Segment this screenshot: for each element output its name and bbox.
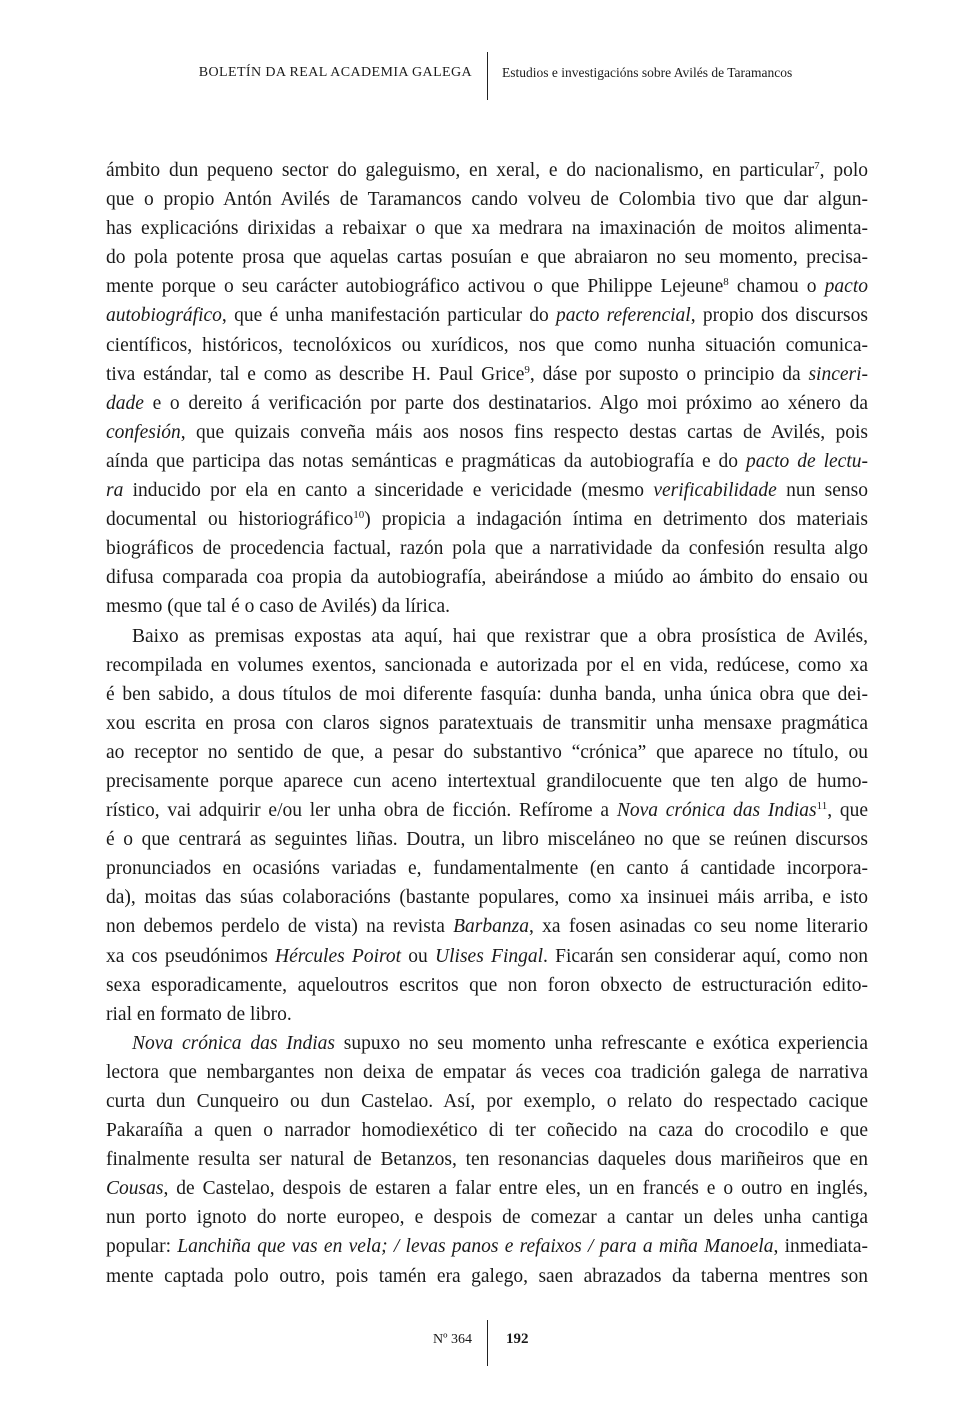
text-segment: ) propicia a indagación íntima en detrimento dos materiais	[364, 509, 868, 531]
text-segment: tiva estándar, tal e como as describe H. Paul Grice	[106, 363, 525, 385]
text-line	[106, 331, 868, 360]
text-segment: mente captada polo outro, pois tamén era galego, saen abrazados da taberna mentres son	[106, 1265, 868, 1287]
text-segment: recompilada en volumes exentos, sancionada e autorizada por el en vida, redúcese, como xa	[106, 654, 868, 676]
text-line	[106, 1145, 868, 1174]
footnote-ref: 10	[353, 509, 365, 522]
text-line	[106, 1029, 868, 1058]
footnote-ref: 7	[814, 160, 820, 172]
text-line	[106, 360, 868, 389]
running-footer	[0, 1320, 975, 1368]
italic-text: Nova crónica das Indias	[616, 800, 817, 822]
text-segment: , propio dos discursos	[690, 305, 868, 327]
text-segment: lectora que nembargantes non deixa de empatar ás veces coa tradición galega de narrativa	[106, 1061, 868, 1083]
italic-text: Cousas	[106, 1178, 164, 1200]
italic-text: pacto de lectu-	[745, 450, 868, 472]
text-segment: da), moitas das súas colaboracións (bastante populares, como xa insinuei máis arriba, e isto	[106, 887, 868, 909]
italic-text: pacto	[824, 276, 868, 298]
article-body	[106, 156, 868, 1291]
text-segment: has explicacións dirixidas a rebaixar o que xa medrara na imaxinación de moitos alimenta-	[106, 218, 868, 240]
text-segment: precisamente porque aparece cun aceno intertextual grandilocuente que ten algo de humo-	[106, 770, 868, 792]
italic-text: Lanchiña que vas en vela; / levas panos e refaixos / para a miña Manoela	[177, 1236, 774, 1258]
text-line	[106, 1058, 868, 1087]
italic-text: dade	[106, 392, 144, 414]
text-line	[106, 534, 868, 563]
text-segment: ao receptor no sentido de que, a pesar do substantivo “crónica” que aparece no título, ou	[106, 741, 868, 763]
text-line	[106, 942, 868, 971]
text-segment: curta dun Cunqueiro ou dun Castelao. Así, por exemplo, o relato do respectado cacique	[106, 1091, 868, 1112]
text-line	[106, 622, 868, 651]
text-segment: do pola potente prosa que aquelas cartas posuían e que abraiaron no seu momento, precisa-	[106, 247, 868, 269]
footnote-ref: 11	[816, 800, 828, 813]
text-line	[106, 767, 868, 796]
italic-text: ra	[106, 480, 124, 502]
text-segment: , dáse por suposto o principio da	[529, 363, 809, 385]
text-line	[106, 825, 868, 854]
text-line	[106, 1000, 868, 1029]
text-segment: , que	[827, 800, 868, 822]
running-header	[0, 52, 975, 100]
italic-text: Hércules Poirot	[275, 945, 402, 967]
text-line	[106, 243, 868, 272]
text-line	[106, 389, 868, 418]
text-line	[106, 563, 868, 592]
text-line	[106, 912, 868, 941]
text-line	[106, 418, 868, 447]
text-line	[106, 1116, 868, 1145]
text-segment: documental ou historiográfico	[106, 509, 354, 531]
text-line	[106, 651, 868, 680]
text-segment: , xa fosen asinadas co seu nome literario	[528, 916, 868, 938]
text-segment: , polo	[819, 160, 869, 181]
text-segment: científicos, históricos, tecnolóxicos ou xurídicos, nos que como nunha situación comunica-	[106, 334, 868, 356]
text-segment: Baixo as premisas expostas ata aquí, hai que rexistrar que a obra prosística de Avilés,	[132, 625, 868, 647]
text-segment: nun porto ignoto do norte europeo, e despois de comezar a cantar un deles unha cantiga	[106, 1207, 868, 1229]
text-segment: xa cos pseudónimos	[106, 945, 276, 967]
italic-text: verificabilidade	[653, 480, 777, 502]
text-line	[106, 272, 868, 301]
text-segment: ámbito dun pequeno sector do galeguismo, en xeral, e do nacionalismo, en particular	[106, 160, 815, 181]
text-segment: supuxo no seu momento unha refrescante e exótica experiencia	[335, 1032, 868, 1054]
text-line	[106, 1262, 868, 1291]
text-line	[106, 1232, 868, 1261]
text-segment: difusa comparada coa propia da autobiografía, abeirándose a miúdo ao ámbito do ensaio ou	[106, 567, 868, 589]
footnote-ref: 8	[723, 276, 729, 289]
text-line	[106, 680, 868, 709]
text-line	[106, 738, 868, 767]
text-segment: finalmente resulta ser natural de Betanzos, ten resonancias daqueles dous mariñeiros que en	[106, 1149, 868, 1171]
italic-text: sinceri-	[808, 363, 869, 385]
text-segment: , que quizais conveña máis aos nosos fins respecto destas cartas de Avilés, pois	[180, 421, 868, 443]
text-line	[106, 854, 868, 883]
text-line	[106, 592, 868, 621]
italic-text: confesión	[106, 421, 181, 443]
italic-text: pacto referencial	[556, 305, 691, 327]
text-segment: , inmediata-	[773, 1236, 868, 1258]
text-line	[106, 505, 868, 534]
text-line	[106, 185, 868, 214]
text-line	[106, 1174, 868, 1203]
text-segment: biográficos de procedencia factual, razón pola que a narratividade da confesión resulta algo	[106, 538, 868, 560]
text-segment: pronunciados en ocasións variadas e, fundamentalmente (en canto á cantidade incorpora-	[106, 858, 868, 880]
text-line	[106, 709, 868, 738]
journal-title: BOLETÍN DA REAL ACADEMIA GALEGA	[198, 65, 472, 80]
text-line	[106, 1203, 868, 1232]
text-segment: , que é unha manifestación particular do	[221, 305, 556, 327]
text-segment: , de Castelao, despois de estaren a falar entre eles, un en francés e o outro en inglés,	[163, 1178, 868, 1200]
text-segment: é o que centrará as seguintes liñas. Doutra, un libro misceláneo no que se reúnen discursos	[106, 829, 868, 851]
italic-text: autobiográfico	[106, 305, 222, 327]
text-segment: chamou o	[728, 276, 825, 298]
italic-text: Barbanza	[453, 916, 529, 938]
text-line	[106, 796, 868, 825]
footer-divider	[487, 1320, 488, 1366]
text-segment: Pakaraíña a quen o narrador homodiexético di ter coñecido na caza do crocodilo e que	[106, 1120, 868, 1142]
text-line	[106, 156, 868, 185]
text-segment: rial en formato de libro.	[106, 1003, 292, 1025]
text-line	[106, 301, 868, 330]
text-line	[106, 883, 868, 912]
text-segment: . Ficarán sen considerar aquí, como non	[543, 945, 869, 967]
page-number: 192	[506, 1331, 529, 1347]
text-line	[106, 476, 868, 505]
text-segment: popular:	[106, 1236, 178, 1258]
header-divider	[487, 52, 488, 100]
text-segment: rístico, vai adquirir e/ou ler unha obra de ficción. Refírome a	[106, 800, 617, 822]
italic-text: Ulises Fingal	[435, 945, 544, 967]
text-segment: mente porque o seu carácter autobiográfico activou o que Philippe Lejeune	[106, 276, 724, 298]
text-line	[106, 214, 868, 243]
footnote-ref: 9	[524, 363, 530, 376]
text-line	[106, 971, 868, 1000]
text-segment: non debemos perdelo de vista) na revista	[106, 916, 454, 938]
italic-text: Nova crónica das Indias	[132, 1032, 335, 1054]
text-line	[106, 1087, 868, 1116]
text-segment: sexa esporadicamente, aqueloutros escritos que non foron obxecto de estructuración edito-	[106, 974, 868, 996]
issue-number: Nº 364	[433, 1332, 472, 1347]
text-segment: e o dereito á verificación por parte dos destinatarios. Algo moi próximo ao xénero da	[143, 392, 868, 414]
text-line	[106, 447, 868, 476]
text-segment: é ben sabido, a dous títulos de moi diferente fasquía: dunha banda, unha única obra que dei-	[106, 683, 868, 705]
text-segment: mesmo (que tal é o caso de Avilés) da lírica.	[106, 596, 451, 618]
text-segment: inducido por ela en canto a sinceridade e vericidade (mesmo	[123, 480, 654, 502]
text-segment: ou	[401, 945, 436, 967]
text-segment: xou escrita en prosa con claros signos paratextuais de transmitir unha mensaxe pragmática	[106, 712, 868, 734]
text-segment: aínda que participa das notas semánticas e pragmáticas da autobiografía e do	[106, 450, 746, 472]
text-segment: nun senso	[776, 480, 868, 502]
section-title: Estudios e investigacións sobre Avilés de Taramancos	[502, 65, 793, 80]
text-segment: que o propio Antón Avilés de Taramancos cando volveu de Colombia tivo que dar algun-	[106, 189, 868, 211]
